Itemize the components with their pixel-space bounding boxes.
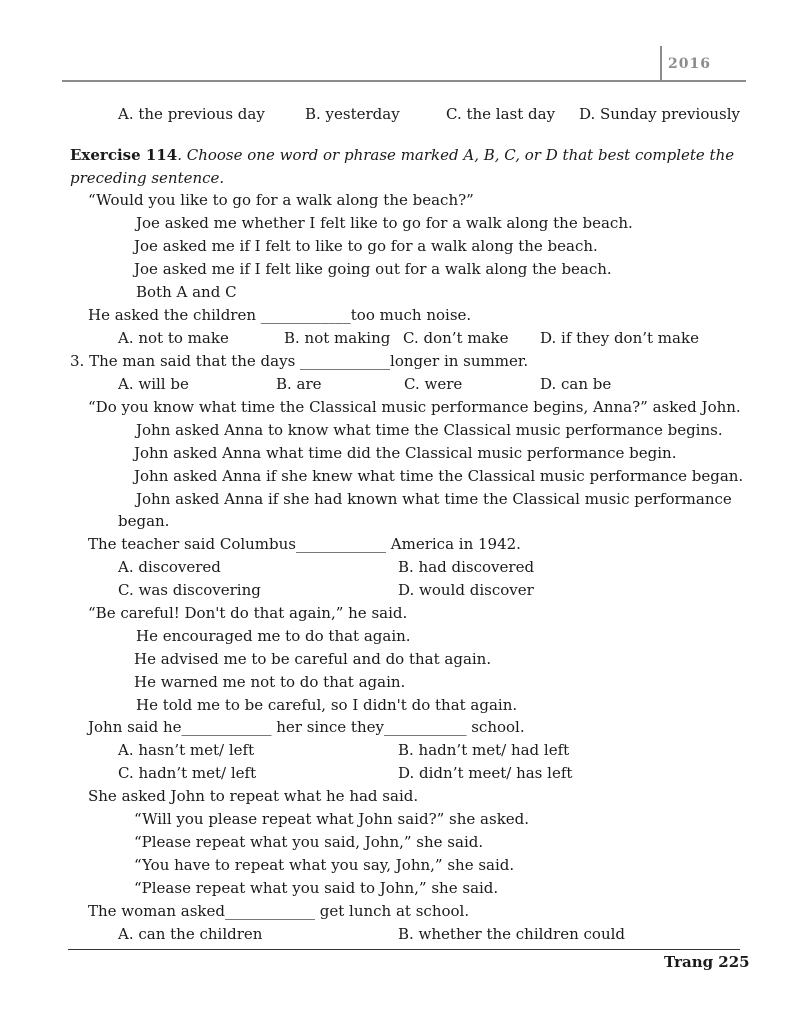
- question-1-option-a: Joe asked me whether I felt like to go for a walk along the beach.: [136, 214, 633, 232]
- prev-option-c: C. the last day: [446, 105, 556, 123]
- exercise-instruction: . Choose one word or phrase marked A, B, C, or D that best complete the: [177, 146, 735, 164]
- question-2-option-b: B. not making: [284, 329, 391, 347]
- question-4-option-d: John asked Anna if she had known what time the Classical music performance: [136, 490, 732, 508]
- exercise-heading: [70, 145, 734, 165]
- question-7: John said he____________ her since they___________ school.: [88, 718, 525, 736]
- question-2-option-d: D. if they don’t make: [540, 329, 699, 347]
- exercise-instruction-cont: preceding sentence.: [70, 169, 225, 187]
- question-7-option-a: A. hasn’t met/ left: [118, 741, 255, 759]
- question-2-option-a: A. not to make: [118, 329, 229, 347]
- question-4-option-d-cont: began.: [118, 512, 170, 530]
- question-8-option-a: “Will you please repeat what John said?” she asked.: [134, 810, 530, 828]
- question-1-option-d: Both A and C: [136, 283, 237, 301]
- question-7-option-b: B. hadn’t met/ had left: [398, 741, 570, 759]
- question-5: The teacher said Columbus____________ America in 1942.: [88, 535, 521, 553]
- question-4-option-a: John asked Anna to know what time the Classical music performance begins.: [136, 421, 723, 439]
- question-3-option-b: B. are: [276, 375, 322, 393]
- question-1: “Would you like to go for a walk along the beach?”: [88, 191, 474, 209]
- page-number: Trang 225: [664, 953, 750, 971]
- question-9-option-a: A. can the children: [118, 925, 263, 943]
- question-7-option-c: C. hadn’t met/ left: [118, 764, 257, 782]
- exercise-title: Exercise 114: [70, 146, 178, 164]
- question-5-option-d: D. would discover: [398, 581, 534, 599]
- header-divider: [660, 46, 662, 82]
- question-4-option-c: John asked Anna if she knew what time the Classical music performance began.: [134, 467, 744, 485]
- question-8: She asked John to repeat what he had said.: [88, 787, 419, 805]
- question-5-option-a: A. discovered: [118, 558, 221, 576]
- question-3-option-c: C. were: [404, 375, 463, 393]
- question-1-option-c: Joe asked me if I felt like going out for a walk along the beach.: [134, 260, 612, 278]
- question-2-option-c: C. don’t make: [403, 329, 509, 347]
- prev-option-d: D. Sunday previously: [579, 105, 740, 123]
- question-2: He asked the children ____________too much noise.: [88, 306, 472, 324]
- header-rule: [62, 80, 746, 82]
- question-1-option-b: Joe asked me if I felt to like to go for a walk along the beach.: [134, 237, 598, 255]
- question-9-option-b: B. whether the children could: [398, 925, 625, 943]
- header-year: 2016: [668, 56, 711, 72]
- question-3: 3. The man said that the days ____________longer in summer.: [70, 352, 529, 370]
- question-4: “Do you know what time the Classical music performance begins, Anna?” asked John.: [88, 398, 741, 416]
- question-6-option-d: He told me to be careful, so I didn't do that again.: [136, 696, 518, 714]
- question-8-option-c: “You have to repeat what you say, John,” she said.: [134, 856, 515, 874]
- question-6-option-a: He encouraged me to do that again.: [136, 627, 411, 645]
- prev-option-a: A. the previous day: [118, 105, 265, 123]
- question-6: “Be careful! Don't do that again,” he said.: [88, 604, 408, 622]
- question-6-option-c: He warned me not to do that again.: [134, 673, 406, 691]
- question-5-option-b: B. had discovered: [398, 558, 535, 576]
- question-3-option-d: D. can be: [540, 375, 612, 393]
- question-6-option-b: He advised me to be careful and do that again.: [134, 650, 492, 668]
- question-7-option-d: D. didn’t meet/ has left: [398, 764, 573, 782]
- question-5-option-c: C. was discovering: [118, 581, 261, 599]
- question-8-option-d: “Please repeat what you said to John,” she said.: [134, 879, 499, 897]
- question-9: The woman asked____________ get lunch at school.: [88, 902, 470, 920]
- footer-rule: [68, 949, 740, 950]
- question-4-option-b: John asked Anna what time did the Classical music performance begin.: [134, 444, 677, 462]
- prev-option-b: B. yesterday: [305, 105, 400, 123]
- question-3-option-a: A. will be: [118, 375, 189, 393]
- question-8-option-b: “Please repeat what you said, John,” she said.: [134, 833, 484, 851]
